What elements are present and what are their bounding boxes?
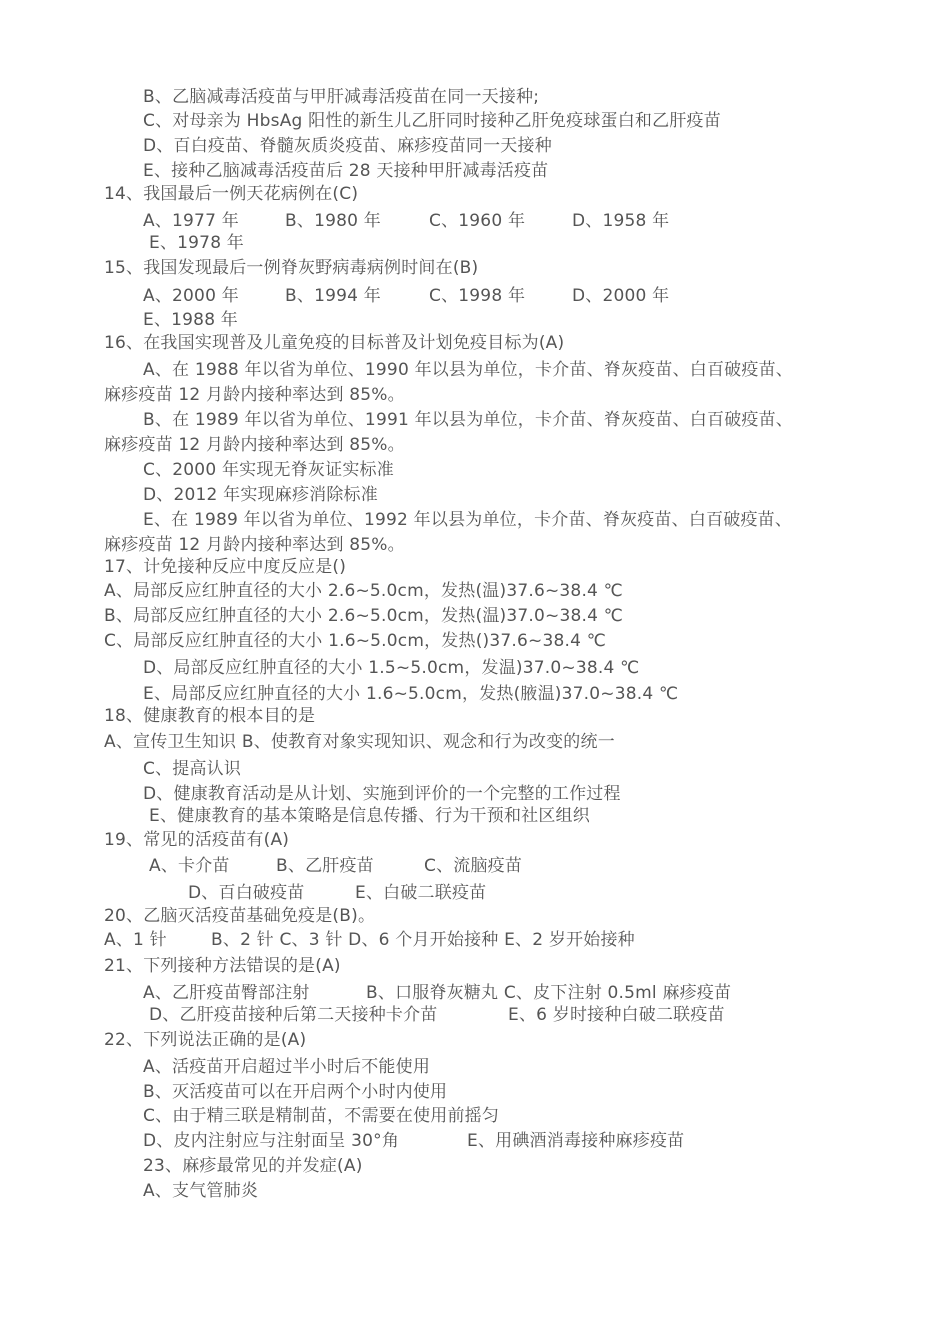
option-text: C、由于精三联是精制苗，不需要在使用前摇匀: [143, 1106, 500, 1126]
option-text: D、1958 年: [572, 211, 670, 231]
option-text: B、口服脊灰糖丸 C、皮下注射 0.5ml 麻疹疫苗: [366, 983, 732, 1003]
option-text: D、皮内注射应与注射面呈 30°角: [143, 1131, 400, 1151]
option-text: E、6 岁时接种白破二联疫苗: [508, 1005, 725, 1025]
option-text: B、在 1989 年以省为单位、1991 年以县为单位，卡介苗、脊灰疫苗、白百破疫苗、: [143, 410, 793, 430]
question-heading: 21、下列接种方法错误的是(A): [104, 956, 341, 976]
option-text: A、局部反应红肿直径的大小 2.6~5.0cm，发热(温)37.6~38.4 ℃: [104, 581, 623, 601]
question-heading: 15、我国发现最后一例脊灰野病毒病例时间在(B): [104, 258, 479, 278]
option-text: E、1978 年: [149, 233, 245, 253]
option-text: D、健康教育活动是从计划、实施到评价的一个完整的工作过程: [143, 784, 621, 804]
option-text: B、2 针 C、3 针 D、6 个月开始接种 E、2 岁开始接种: [211, 930, 635, 950]
option-text: E、在 1989 年以省为单位、1992 年以县为单位，卡介苗、脊灰疫苗、白百破疫苗、: [143, 510, 793, 530]
text-line: D、百白疫苗、脊髓灰质炎疫苗、麻疹疫苗同一天接种: [143, 136, 552, 156]
option-text: C、提高认识: [143, 759, 242, 779]
option-text: A、1977 年: [143, 211, 239, 231]
question-heading: 16、在我国实现普及儿童免疫的目标普及计划免疫目标为(A): [104, 333, 565, 353]
option-text: A、乙肝疫苗臀部注射: [143, 983, 310, 1003]
option-text: 麻疹疫苗 12 月龄内接种率达到 85%。: [104, 435, 405, 455]
option-text: D、2000 年: [572, 286, 670, 306]
option-text: 麻疹疫苗 12 月龄内接种率达到 85%。: [104, 535, 405, 555]
option-text: C、局部反应红肿直径的大小 1.6~5.0cm，发热()37.6~38.4 ℃: [104, 631, 607, 651]
text-line: E、接种乙脑减毒活疫苗后 28 天接种甲肝减毒活疫苗: [143, 161, 549, 181]
option-text: C、1998 年: [429, 286, 526, 306]
question-heading: 20、乙脑灭活疫苗基础免疫是(B)。: [104, 906, 376, 926]
option-text: E、局部反应红肿直径的大小 1.6~5.0cm，发热(腋温)37.0~38.4 ℃: [143, 684, 679, 704]
option-text: E、健康教育的基本策略是信息传播、行为干预和社区组织: [149, 806, 590, 826]
option-text: A、宣传卫生知识 B、使教育对象实现知识、观念和行为改变的统一: [104, 732, 615, 752]
option-text: D、2012 年实现麻疹消除标准: [143, 485, 378, 505]
question-heading: 22、下列说法正确的是(A): [104, 1030, 307, 1050]
option-text: E、1988 年: [143, 310, 239, 330]
option-text: B、1980 年: [285, 211, 381, 231]
option-text: A、支气管肺炎: [143, 1181, 259, 1201]
option-text: 麻疹疫苗 12 月龄内接种率达到 85%。: [104, 385, 405, 405]
option-text: D、百白破疫苗: [188, 883, 305, 903]
text-line: B、乙脑减毒活疫苗与甲肝减毒活疫苗在同一天接种;: [143, 87, 540, 107]
option-text: A、1 针: [104, 930, 167, 950]
option-text: B、局部反应红肿直径的大小 2.6~5.0cm，发热(温)37.0~38.4 ℃: [104, 606, 623, 626]
question-heading: 18、健康教育的根本目的是: [104, 706, 316, 726]
option-text: B、乙肝疫苗: [276, 856, 374, 876]
option-text: C、2000 年实现无脊灰证实标准: [143, 460, 394, 480]
option-text: A、活疫苗开启超过半小时后不能使用: [143, 1057, 431, 1077]
option-text: D、乙肝疫苗接种后第二天接种卡介苗: [149, 1005, 438, 1025]
option-text: D、局部反应红肿直径的大小 1.5~5.0cm，发温)37.0~38.4 ℃: [143, 658, 640, 678]
text-line: C、对母亲为 HbsAg 阳性的新生儿乙肝同时接种乙肝免疫球蛋白和乙肝疫苗: [143, 111, 721, 131]
option-text: A、在 1988 年以省为单位、1990 年以县为单位，卡介苗、脊灰疫苗、白百破疫苗、: [143, 360, 793, 380]
question-heading: 14、我国最后一例天花病例在(C): [104, 184, 359, 204]
question-heading: 19、常见的活疫苗有(A): [104, 830, 290, 850]
question-heading: 17、计免接种反应中度反应是(): [104, 557, 347, 577]
option-text: C、流脑疫苗: [424, 856, 523, 876]
option-text: A、卡介苗: [149, 856, 230, 876]
option-text: B、1994 年: [285, 286, 381, 306]
question-heading: 23、麻疹最常见的并发症(A): [143, 1156, 363, 1176]
option-text: C、1960 年: [429, 211, 526, 231]
option-text: B、灭活疫苗可以在开启两个小时内使用: [143, 1082, 448, 1102]
option-text: E、白破二联疫苗: [355, 883, 487, 903]
option-text: E、用碘酒消毒接种麻疹疫苗: [467, 1131, 685, 1151]
option-text: A、2000 年: [143, 286, 239, 306]
